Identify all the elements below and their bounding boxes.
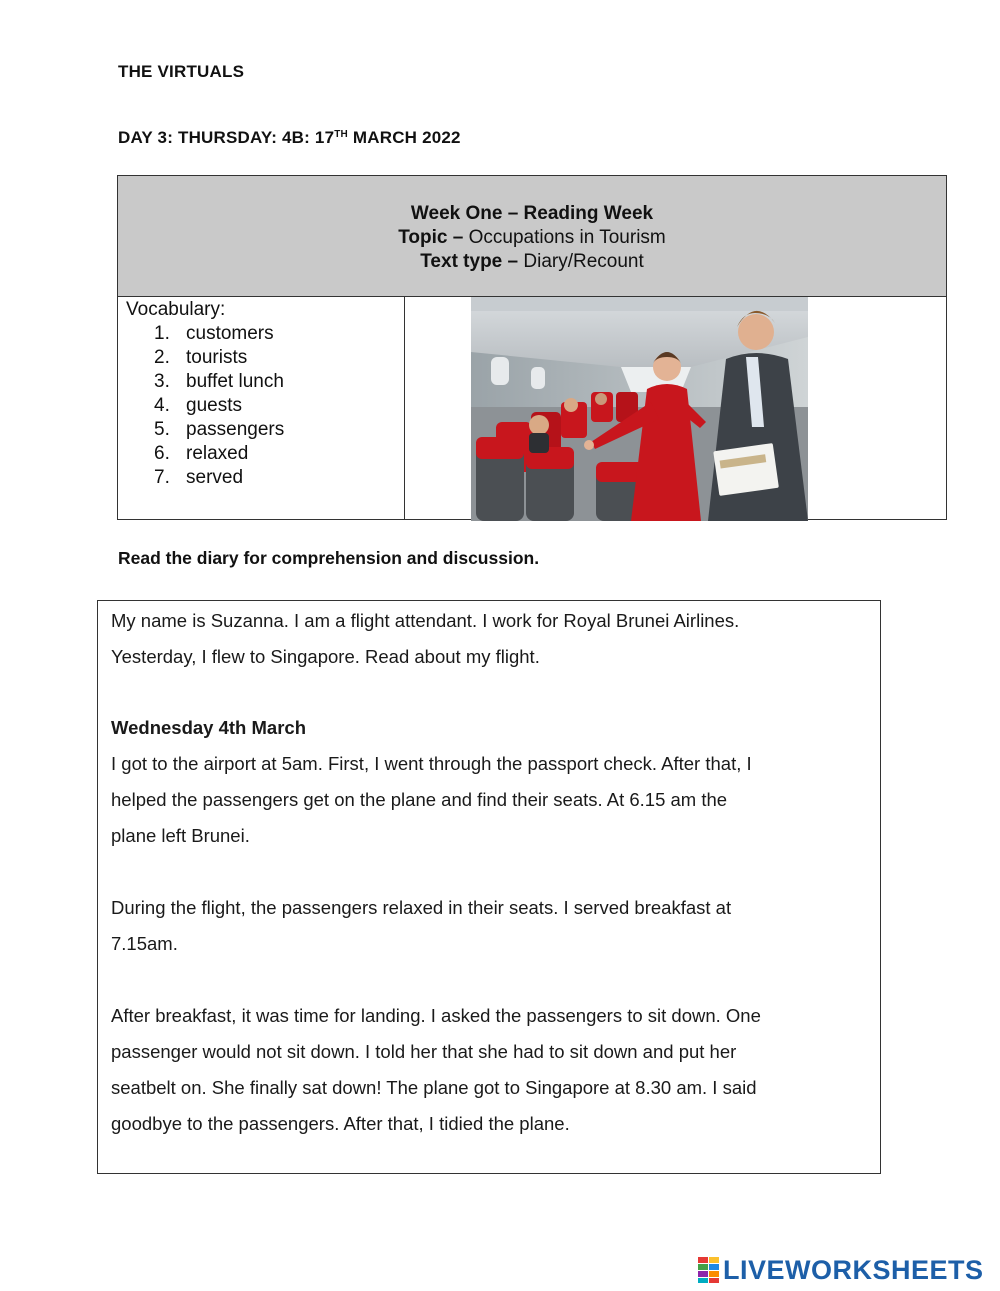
diary-paragraph-1-line-3: plane left Brunei. <box>111 825 250 846</box>
diary-text-box <box>97 600 881 1174</box>
lesson-info-table <box>117 175 947 520</box>
diary-intro-line-1: My name is Suzanna. I am a flight attendant. I work for Royal Brunei Airlines. <box>111 610 740 631</box>
diary-paragraph-3-line-4: goodbye to the passengers. After that, I tidied the plane. <box>111 1113 570 1134</box>
image-cell <box>405 296 946 519</box>
list-item: 5. passengers <box>154 419 285 440</box>
list-item: 3. buffet lunch <box>154 371 284 392</box>
day-line-ordinal: TH <box>334 129 348 140</box>
flight-attendant-cabin-photo <box>471 297 808 521</box>
lesson-info-header <box>118 176 946 297</box>
logo-text: LIVEWORKSHEETS <box>723 1255 984 1285</box>
liveworksheets-logo <box>698 1255 984 1285</box>
reading-instruction: Read the diary for comprehension and discussion. <box>118 548 540 568</box>
week-title: Week One – Reading Week <box>410 203 654 224</box>
topic-value: Occupations in Tourism <box>463 227 666 248</box>
text-type-label: Text type – <box>420 251 519 272</box>
list-item: 6. relaxed <box>154 443 249 464</box>
topic-label: Topic – <box>398 227 464 248</box>
vocabulary-list <box>118 322 404 490</box>
diary-paragraph-3-line-1: After breakfast, it was time for landing. I asked the passengers to sit down. One <box>111 1005 761 1026</box>
list-item: 7. served <box>154 467 244 488</box>
diary-paragraph-3-line-2: passenger would not sit down. I told her that she had to sit down and put her <box>111 1041 737 1062</box>
logo-mark-icon <box>698 1257 720 1283</box>
list-item: 4. guests <box>154 395 242 416</box>
school-title: THE VIRTUALS <box>118 62 245 81</box>
vocabulary-cell <box>118 296 405 519</box>
diary-paragraph-1-line-2: helped the passengers get on the plane and find their seats. At 6.15 am the <box>111 789 728 810</box>
diary-paragraph-2-line-1: During the flight, the passengers relaxed in their seats. I served breakfast at <box>111 897 732 918</box>
list-item: 1. customers <box>154 323 274 344</box>
vocabulary-title: Vocabulary: <box>126 299 226 320</box>
diary-entry-title: Wednesday 4th March <box>111 717 306 738</box>
diary-paragraph-1-line-1: I got to the airport at 5am. First, I went through the passport check. After that, I <box>111 753 752 774</box>
diary-paragraph-2-line-2: 7.15am. <box>111 933 178 954</box>
day-line-date: MARCH 2022 <box>347 128 461 147</box>
diary-intro-line-2: Yesterday, I flew to Singapore. Read about my flight. <box>111 646 540 667</box>
list-item: 2. tourists <box>154 347 248 368</box>
day-line <box>118 128 461 148</box>
diary-paragraph-3-line-3: seatbelt on. She finally sat down! The plane got to Singapore at 8.30 am. I said <box>111 1077 757 1098</box>
day-line-main: DAY 3: THURSDAY: 4B: 17 <box>118 128 335 147</box>
text-type-value: Diary/Recount <box>518 251 644 272</box>
